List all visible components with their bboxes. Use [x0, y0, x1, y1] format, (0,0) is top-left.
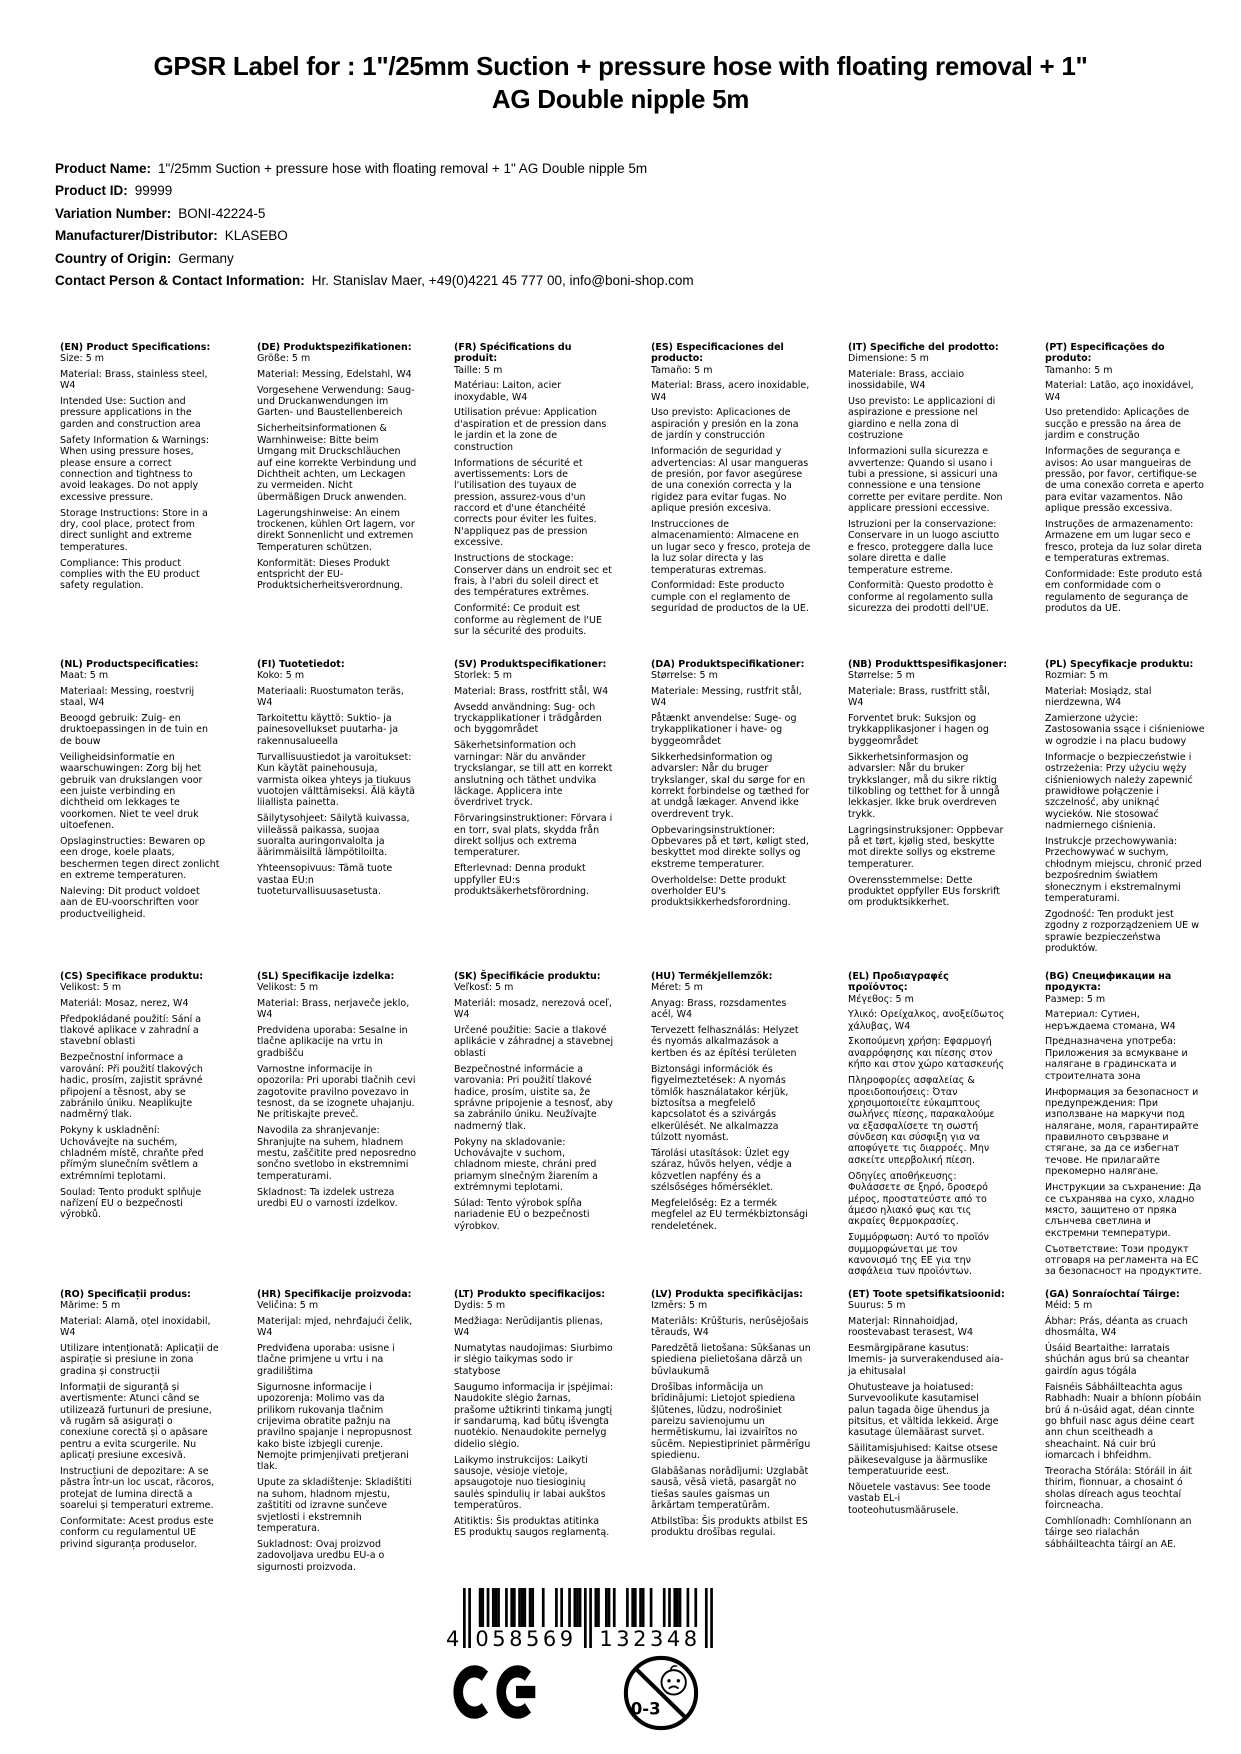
- spec-paragraph: Materiál: Mosaz, nerez, W4: [60, 997, 189, 1009]
- spec-paragraph: Sigurnosne informacije i upozorenja: Molimo vas da prilikom rukovanja tlačnim crijevima obratite pažnju na pravilno spajanje i nepropusnost kako biste izbjegli curenje. Nemojte primjenjivati pretjerani tlak.: [257, 1381, 412, 1473]
- spec-paragraph: Laikymo instrukcijos: Laikyti sausoje, vėsioje vietoje, apsaugotoje nuo tiesioginių saulės spindulių ir labai aukštos temperatūros.: [454, 1454, 606, 1512]
- spec-paragraph: Информация за безопасност и предупреждения: При използване на маркучи под налягане, моля, гарантирайте правилното свързване и стягане, за да се избегнат течове. Не прилагайте прекомерно налягане.: [1045, 1086, 1199, 1178]
- spec-paragraph: Utilizare intenționată: Aplicații de aspirație si presiune in zona gradina și construcții: [60, 1343, 219, 1377]
- spec-paragraph: Tárolási utasítások: Üzlet egy száraz, hűvös helyen, védje a közvetlen napfény és a szélsőséges hőmérséklet.: [651, 1147, 792, 1194]
- spec-paragraph: Storage Instructions: Store in a dry, cool place, protect from direct sunlight and extreme temperatures.: [60, 507, 208, 553]
- spec-paragraph: Conformitate: Acest produs este conform cu regulamentul UE privind siguranța produselor.: [60, 1516, 214, 1550]
- spec-paragraph: Předpokládané použití: Sání a tlakové aplikace v zahradní a stavební oblasti: [60, 1013, 202, 1048]
- spec-block-header: (GA) Sonraíochtaí Táirge:: [1045, 1289, 1180, 1300]
- spec-paragraph: Konformität: Dieses Produkt entspricht der EU-Produktsicherheitsverordnung.: [257, 557, 403, 592]
- language-row-3: [60, 971, 1205, 1282]
- spec-paragraph: Compliance: This product complies with the EU product safety regulation.: [60, 557, 200, 592]
- barcode-icon: [443, 1588, 733, 1652]
- spec-paragraph: Safety Information & Warnings: When using pressure hoses, please ensure a correct connection and tightness to avoid leakages. Do not apply excessive pressure.: [60, 434, 210, 503]
- spec-paragraph: Biztonsági információk és figyelmeztetések: A nyomás tömlők használatakor kérjük, biztosítsa a megfelelő kapcsolatot és a szivárgás elkerülését. Ne alkalmazza túlzott nyomást.: [651, 1063, 789, 1144]
- spec-paragraph: Utilisation prévue: Application d'aspiration et de pression dans le jardin et la zone de construction: [454, 407, 607, 453]
- lang-block-es: [651, 342, 811, 619]
- lang-block-hu: [651, 971, 811, 1237]
- spec-paragraph: Sicherheitsinformationen & Warnhinweise: Bitte beim Umgang mit Druckschläuchen auf eine korrekte Verbindung und Dichtheit achten, um Leckagen zu vermeiden. Nicht übermäßigen Druck anwenden.: [257, 423, 417, 503]
- spec-paragraph: Atbilstība: Šis produkts atbilst ES produktu drošības regulai.: [651, 1516, 808, 1539]
- lang-block-nb: [848, 659, 1008, 913]
- product-info: [55, 158, 1181, 292]
- language-row-1: [60, 342, 1205, 642]
- spec-block-header: (PT) Especificações do produto:: [1045, 342, 1165, 365]
- spec-paragraph: Instructions de stockage: Conserver dans un endroit sec et frais, à l'abri du soleil direct et des températures extrêmes.: [454, 553, 612, 599]
- spec-paragraph: Предназначена употреба: Приложения за всмукване и налягане в градинската и строителната зона: [1045, 1036, 1188, 1082]
- contact-row: [55, 270, 1181, 292]
- spec-paragraph: Material: Brass, rostfritt stål, W4: [454, 685, 609, 697]
- lang-block-da: [651, 659, 811, 913]
- spec-paragraphs: [848, 1316, 1008, 1516]
- spec-paragraph: Инструкции за съхранение: Да се съхранява на сухо, хладно място, защитено от пряка слънчева светлина и екстремни температури.: [1045, 1182, 1202, 1239]
- spec-block-header: (FI) Tuotetiedot:: [257, 659, 345, 670]
- spec-paragraph: Istruzioni per la conservazione: Conservare in un luogo asciutto e fresco, proteggere dalla luce solare diretta e dalle temperature estreme.: [848, 518, 1000, 576]
- spec-paragraph: Uso previsto: Le applicazioni di aspirazione e pressione nel giardino e nella zona di costruzione: [848, 396, 996, 442]
- spec-paragraph: Informações de segurança e avisos: Ao usar mangueiras de pressão, por favor, certifique-se de uma conexão correta e aperto para evitar vazamentos. Não aplique pressão excessiva.: [1045, 446, 1204, 515]
- lang-block-cs: [60, 971, 220, 1225]
- country-of-origin-value: Germany: [178, 250, 234, 266]
- spec-paragraphs: [257, 998, 417, 1210]
- spec-block-header: (HU) Termékjellemzők:: [651, 971, 773, 982]
- spec-paragraph: Upute za skladištenje: Skladištiti na suhom, hladnom mjestu, zaštititi od izravne sunčeve svjetlosti i ekstremnih temperatura.: [257, 1477, 412, 1534]
- spec-paragraph: Lagerungshinweise: An einem trockenen, kühlen Ort lagern, vor direkt Sonnenlicht und extremen Temperaturen schützen.: [257, 507, 415, 553]
- spec-paragraph: Pokyny na skladovanie: Uchovávajte v suchom, chladnom mieste, chráni pred priamym slnečným žiarením a extrémnymi teplotami.: [454, 1136, 598, 1194]
- spec-paragraph: Úsáid Beartaithe: Iarratais shúchán agus brú sa cheantar gairdín agus tógála: [1045, 1343, 1190, 1377]
- spec-paragraph: Predviđena uporaba: usisne i tlačne primjene u vrtu i na gradilištima: [257, 1343, 395, 1377]
- spec-paragraph: Navodila za shranjevanje: Shranjujte na suhem, hladnem mestu, zaščitite pred neposredno sončno svetlobo in ekstremnimi temperaturami.: [257, 1125, 417, 1182]
- spec-paragraph: Υλικό: Ορείχαλκος, ανοξείδωτος χάλυβας, W4: [848, 1009, 1005, 1032]
- spec-block-header: (RO) Specificații produs:: [60, 1289, 191, 1300]
- spec-size-line: Taille: 5 m: [454, 364, 503, 376]
- spec-paragraph: Glabāšanas norādījumi: Uzglabāt sausā, vēsā vietā, pasargāt no tiešas saules gaismas un ārkārtam temperatūrām.: [651, 1465, 809, 1512]
- spec-paragraphs: [257, 369, 417, 592]
- spec-block-header: (ES) Especificaciones del producto:: [651, 342, 784, 365]
- spec-paragraphs: [454, 686, 614, 898]
- spec-block-header: (SK) Špecifikácie produktu:: [454, 971, 601, 982]
- product-name-row: [55, 158, 1181, 180]
- spec-paragraphs: [1045, 686, 1205, 955]
- spec-paragraph: Matériau: Laiton, acier inoxydable, W4: [454, 380, 561, 403]
- spec-paragraph: Beoogd gebruik: Zuig- en druktoepassingen in de tuin en de bouw: [60, 713, 209, 747]
- spec-paragraph: Saugumo informacija ir įspėjimai: Naudokite slėgio žarnas, prašome užtikrinti tinkamą jungtį ir sandarumą, kad būtų išvengta nuotėkio. Nenaudokite pernelyg didelio slėgio.: [454, 1381, 614, 1450]
- spec-paragraph: Avsedd användning: Sug- och tryckapplikationer i trädgården och byggområdet: [454, 701, 602, 736]
- spec-size-line: Rozmiar: 5 m: [1045, 670, 1108, 682]
- spec-paragraph: Sukladnost: Ovaj proizvod zadovoljava uredbu EU-a o sigurnosti proizvoda.: [257, 1538, 385, 1573]
- spec-paragraph: Conformità: Questo prodotto è conforme al regolamento sulla sicurezza dei prodotti dell'UE.: [848, 580, 994, 615]
- spec-paragraph: Instrucțiuni de depozitare: A se păstra într-un loc uscat, răcoros, protejat de lumina directă a soarelui și temperaturi extreme.: [60, 1465, 215, 1512]
- barcode-lead-digit: 4: [446, 1627, 460, 1651]
- spec-paragraphs: [651, 998, 811, 1232]
- spec-paragraph: Materiaali: Ruostumaton teräs, W4: [257, 685, 404, 709]
- spec-paragraph: Instruções de armazenamento: Armazene em um lugar seco e fresco, proteja da luz solar direta e temperaturas extremas.: [1045, 518, 1202, 565]
- spec-paragraphs: [651, 380, 811, 614]
- spec-paragraphs: [60, 998, 220, 1221]
- spec-paragraph: Ábhar: Prás, déanta as cruach dhosmálta, W4: [1045, 1315, 1188, 1339]
- spec-paragraph: Sikkerhedsinformation og advarsler: Når du bruger trykslanger, skal du sørge for en korrekt forbindelse og tæthed for at undgå lækager. Anvend ikke overdrevent tryk.: [651, 751, 810, 820]
- spec-paragraphs: [454, 1316, 614, 1539]
- product-id-label: Product ID:: [55, 183, 128, 199]
- spec-paragraph: Lagringsinstruksjoner: Oppbevar på et tørt, kjølig sted, beskytte mot direkte sollys og ekstreme temperaturer.: [848, 824, 1004, 870]
- spec-block-header: (BG) Спецификации на продукта:: [1045, 971, 1172, 994]
- spec-paragraph: Opslaginstructies: Bewaren op een droge, koele plaats, beschermen tegen direct zonlicht en extreme temperaturen.: [60, 835, 220, 882]
- spec-paragraph: Materiāls: Krūšturis, nerūsējošais tērauds, W4: [651, 1315, 809, 1339]
- baby-face-icon: [661, 1670, 685, 1694]
- spec-paragraph: Intended Use: Suction and pressure applications in the garden and construction area: [60, 396, 201, 430]
- spec-size-line: Størrelse: 5 m: [651, 670, 718, 682]
- spec-block-header: (LT) Produkto specifikacijos:: [454, 1289, 606, 1300]
- spec-paragraph: Material: Alamă, oțel inoxidabil, W4: [60, 1315, 211, 1339]
- spec-paragraphs: [1045, 1316, 1205, 1550]
- spec-paragraph: Materiale: Brass, acciaio inossidabile, W4: [848, 368, 965, 392]
- spec-size-line: Μέγεθος: 5 m: [848, 993, 914, 1005]
- spec-paragraph: Vorgesehene Verwendung: Saug- und Druckanwendungen im Garten- und Baustellenbereich: [257, 384, 415, 419]
- spec-paragraph: Материал: Сутиен, неръждаема стомана, W4: [1045, 1009, 1176, 1032]
- lang-block-hr: [257, 1289, 417, 1577]
- spec-paragraphs: [60, 1316, 220, 1550]
- spec-paragraph: Informations de sécurité et avertissements: Lors de l'utilisation des tuyaux de pression, assurez-vous d'un raccord et d'une étanchéité corrects pour éviter les fuites. N'appliquez pas de pression excessive.: [454, 457, 597, 549]
- spec-paragraph: Nõuetele vastavus: See toode vastab EL-i tooteohutusmäärusele.: [848, 1481, 991, 1516]
- spec-paragraph: Materijal: mjed, nehrđajući čelik, W4: [257, 1315, 413, 1339]
- spec-paragraph: Turvallisuustiedot ja varoitukset: Kun käytät painehousuja, varmista oikea yhteys ja tiukuus vuotojen välttämiseksi. Älä käytä liiallista painetta.: [257, 751, 415, 809]
- spec-paragraph: Conformidade: Este produto está em conformidade com o regulamento de segurança de produtos da UE.: [1045, 569, 1203, 615]
- contact-value: Hr. Stanislav Maer, +49(0)4221 45 777 00, info@boni-shop.com: [311, 273, 694, 289]
- spec-paragraph: Materiale: Brass, rustfritt stål, W4: [848, 685, 990, 709]
- spec-block-header: (EN) Product Specifications:: [60, 342, 211, 353]
- spec-paragraph: Comhlíonadh: Comhlíonann an táirge seo rialachán sábháilteachta táirgí an AE.: [1045, 1516, 1192, 1550]
- spec-paragraph: Atitiktis: Šis produktas atitinka ES produktų saugos reglamentą.: [454, 1516, 610, 1539]
- lang-block-de: [257, 342, 417, 596]
- spec-size-line: Velikost: 5 m: [60, 982, 122, 994]
- age-warning: [622, 1654, 700, 1736]
- spec-paragraph: Sikkerhetsinformasjon og advarsler: Når du bruker trykkslanger, må du sikre riktig tilkobling og tetthet for å unngå lekkasjer. Ikke bruk overdreven trykk.: [848, 751, 1000, 820]
- spec-paragraph: Uso previsto: Aplicaciones de aspiración y presión en la zona de jardín y construcción: [651, 407, 799, 442]
- spec-paragraph: Säkerhetsinformation och varningar: När du använder tryckslangar, se till att en korrekt anslutning och täthet undvika läckage. Applicera inte överdrivet tryck.: [454, 740, 613, 809]
- spec-paragraph: Bezpečnostné informácie a varovania: Pri použití tlakové hadice, prosím, uistite sa, že správne pripojenie a tesnosť, aby sa zabránilo úniku. Neužívajte nadmerný tlak.: [454, 1063, 614, 1132]
- spec-paragraphs: [257, 686, 417, 898]
- spec-paragraph: Overholdelse: Dette produkt overholder EU's produktsikkerhedsforordning.: [651, 874, 791, 909]
- spec-paragraph: Eesmärgipärane kasutus: Imemis- ja surverakendused aia- ja ehitusalal: [848, 1343, 1004, 1377]
- spec-paragraphs: [257, 1316, 417, 1573]
- spec-paragraph: Yhteensopivuus: Tämä tuote vastaa EU:n tuoteturvallisuusasetusta.: [257, 863, 393, 898]
- manufacturer-label: Manufacturer/Distributor:: [55, 228, 218, 244]
- spec-paragraphs: [1045, 380, 1205, 614]
- spec-block-header: (CS) Specifikace produktu:: [60, 971, 204, 982]
- spec-paragraph: Materiál: mosadz, nerezová oceľ, W4: [454, 997, 612, 1021]
- spec-paragraph: Materiale: Messing, rustfrit stål, W4: [651, 685, 802, 709]
- spec-paragraph: Material: Brass, stainless steel, W4: [60, 368, 208, 392]
- spec-size-line: Dimensione: 5 m: [848, 353, 929, 365]
- spec-paragraph: Material: Brass, nerjaveče jeklo, W4: [257, 997, 410, 1021]
- lang-block-sl: [257, 971, 417, 1214]
- variation-number-value: BONI-42224-5: [178, 205, 266, 221]
- spec-paragraph: Veiligheidsinformatie en waarschuwingen: Zorg bij het gebruik van drukslangen voor een juiste verbinding en dichtheid om lekkages te voorkomen. Niet te veel druk uitoefenen.: [60, 751, 203, 832]
- spec-paragraph: Zamierzone użycie: Zastosowania ssące i ciśnieniowe w ogrodzie i na placu budowy: [1045, 713, 1205, 747]
- spec-size-line: Tamanho: 5 m: [1045, 364, 1113, 376]
- spec-paragraph: Predvidena uporaba: Sesalne in tlačne aplikacije na vrtu in gradbišču: [257, 1025, 408, 1059]
- lang-block-sk: [454, 971, 614, 1237]
- spec-paragraph: Forventet bruk: Suksjon og trykkapplikasjoner i hagen og byggeområdet: [848, 713, 989, 747]
- lang-block-it: [848, 342, 1008, 619]
- spec-size-line: Suurus: 5 m: [848, 1300, 906, 1312]
- spec-paragraph: Faisnéis Sábháilteachta agus Rabhadh: Nuair a bhíonn píobáin brú á n-úsáid agat, déan cinnte go bhfuil nasc agus déine ceart ann chun sceitheadh a sheachaint. Ná cuir brú iomarcach i bhfeidhm.: [1045, 1381, 1202, 1462]
- language-row-2: [60, 659, 1205, 959]
- lang-block-pl: [1045, 659, 1205, 959]
- spec-block-header: (ET) Toote spetsifikatsioonid:: [848, 1289, 1005, 1300]
- spec-size-line: Размер: 5 m: [1045, 993, 1106, 1005]
- spec-size-line: Méret: 5 m: [651, 982, 703, 994]
- spec-paragraph: Πληροφορίες ασφαλείας & προειδοποιήσεις: Όταν χρησιμοποιείτε εύκαμπτους σωλήνες πίεσης, παρακαλούμε να εξασφαλίσετε τη σωστή σύνδεση και σύσφιξη για να αποφύγετε τις διαρροές. Μην ασκείτε υπερβολική πίεση.: [848, 1075, 995, 1166]
- spec-paragraph: Zgodność: Ten produkt jest zgodny z rozporządzeniem UE w sprawie bezpieczeństwa produktów.: [1045, 908, 1199, 954]
- lang-block-et: [848, 1289, 1008, 1521]
- spec-paragraphs: [848, 1009, 1008, 1278]
- spec-block-header: (DA) Produktspecifikationer:: [651, 659, 805, 670]
- lang-block-bg: [1045, 971, 1205, 1282]
- spec-paragraph: Určené použitie: Sacie a tlakové aplikácie v záhradnej a stavebnej oblasti: [454, 1025, 614, 1059]
- spec-paragraph: Uso pretendido: Aplicações de sucção e pressão na área de jardim e construção: [1045, 407, 1190, 442]
- spec-block-header: (SV) Produktspecifikationer:: [454, 659, 607, 670]
- spec-paragraphs: [848, 686, 1008, 909]
- spec-paragraphs: [848, 369, 1008, 615]
- lang-block-en: [60, 342, 220, 596]
- spec-paragraph: Overensstemmelse: Dette produktet oppfyller EUs forskrift om produktsikkerhet.: [848, 874, 1001, 909]
- product-name-value: 1"/25mm Suction + pressure hose with floating removal + 1" AG Double nipple 5m: [158, 161, 648, 176]
- spec-size-line: Storlek: 5 m: [454, 670, 512, 682]
- lang-block-el: [848, 971, 1008, 1282]
- spec-paragraph: Pokyny k uskladnění: Uchovávejte na suchém, chladném místě, chraňte před přímým slunečním světlem a extrémními teplotami.: [60, 1125, 204, 1182]
- spec-block-header: (EL) Προδιαγραφές προϊόντος:: [848, 971, 949, 994]
- spec-paragraph: Naleving: Dit product voldoet aan de EU-voorschriften voor productveiligheid.: [60, 886, 200, 920]
- spec-paragraphs: [454, 380, 614, 637]
- product-name-label: Product Name:: [55, 161, 152, 176]
- spec-paragraph: Súlad: Tento výrobok spĺňa nariadenie EÚ o bezpečnosti výrobkov.: [454, 1198, 590, 1232]
- spec-size-line: Tamaño: 5 m: [651, 364, 713, 376]
- page-title: GPSR Label for : 1"/25mm Suction + pressure hose with floating removal + 1" AG Double nipple 5m: [153, 51, 1088, 115]
- spec-block-header: (FR) Spécifications du produit:: [454, 342, 572, 365]
- spec-paragraph: Opbevaringsinstruktioner: Opbevares på et tørt, køligt sted, beskyttet mod direkte sollys og ekstreme temperaturer.: [651, 824, 809, 870]
- spec-block-header: (PL) Specyfikacje produktu:: [1045, 659, 1194, 670]
- manufacturer-row: [55, 225, 1181, 247]
- spec-paragraph: Ohutusteave ja hoiatused: Survevoolikute kasutamisel palun tagada õige ühendus ja pitsitus, et vältida lekkeid. Ärge kasutage ülemäärast survet.: [848, 1381, 999, 1439]
- lang-block-ga: [1045, 1289, 1205, 1555]
- spec-block-header: (NB) Produkttspesifikasjoner:: [848, 659, 1008, 670]
- spec-paragraph: Съответствие: Този продукт отговаря на регламента на ЕС за безопасност на продуктите.: [1045, 1243, 1202, 1278]
- spec-paragraph: Instrucciones de almacenamiento: Almacene en un lugar seco y fresco, proteja de la luz solar directa y las temperaturas extremas.: [651, 518, 811, 576]
- lang-block-ro: [60, 1289, 220, 1555]
- lang-block-fi: [257, 659, 417, 902]
- barcode-right-digits: 132348: [599, 1627, 701, 1651]
- age-warning-icon: [622, 1654, 700, 1732]
- spec-size-line: Veľkosť: 5 m: [454, 982, 514, 994]
- spec-paragraph: Conformité: Ce produit est conforme au règlement de l'UE sur la sécurité des produits.: [454, 603, 602, 637]
- spec-size-line: Koko: 5 m: [257, 670, 305, 682]
- spec-paragraph: Material: Latão, aço inoxidável, W4: [1045, 380, 1194, 403]
- spec-paragraph: Soulad: Tento produkt splňuje nařízení EU o bezpečnosti výrobků.: [60, 1186, 202, 1221]
- lang-block-nl: [60, 659, 220, 925]
- spec-paragraph: Tervezett felhasználás: Helyzet és nyomás alkalmazások a kertben és az építési területen: [651, 1025, 799, 1059]
- spec-block-header: (DE) Produktspezifikationen:: [257, 342, 412, 353]
- spec-size-line: Méid: 5 m: [1045, 1300, 1093, 1312]
- age-warning-label: 0-3: [630, 1699, 661, 1719]
- spec-size-line: Veličina: 5 m: [257, 1300, 319, 1312]
- lang-block-lt: [454, 1289, 614, 1543]
- spec-paragraph: Σκοπούμενη χρήση: Εφαρμογή αναρρόφησης και πίεσης στον κήπο και στον χώρο κατασκευής: [848, 1036, 1005, 1071]
- spec-paragraphs: [651, 686, 811, 909]
- spec-paragraphs: [60, 686, 220, 920]
- spec-paragraphs: [651, 1316, 811, 1539]
- spec-paragraph: Numatytas naudojimas: Siurbimo ir slėgio taikymas sodo ir statybose: [454, 1343, 613, 1377]
- language-row-4: [60, 1289, 1205, 1577]
- spec-paragraph: Informații de siguranță și avertismente: Atunci când se utilizează furtunuri de presiune, vă rugăm să asigurați o conexiune corectă și o apăsare pentru a evita scurgerile. Nu aplicați presiune excesivă.: [60, 1381, 212, 1462]
- spec-paragraph: Instrukcje przechowywania: Przechowywać w suchym, chłodnym miejscu, chronić przed bezpośrednim światłem słonecznym i ekstremalnymi temperaturami.: [1045, 835, 1202, 904]
- spec-block-header: (LV) Produkta specifikācijas:: [651, 1289, 803, 1300]
- ce-mark-icon: [453, 1662, 539, 1722]
- spec-paragraph: Materjal: Rinnahoidjad, roostevabast terasest, W4: [848, 1315, 974, 1339]
- variation-number-label: Variation Number:: [55, 205, 172, 221]
- spec-paragraph: Säilitamisjuhised: Kaitse otsese päikesevalguse ja äärmuslike temperatuuride eest.: [848, 1443, 998, 1477]
- product-id-row: [55, 180, 1181, 202]
- spec-paragraph: Informazioni sulla sicurezza e avvertenze: Quando si usano i tubi a pressione, si assicuri una connessione e una tensione corrette per evitare perdite. Non applicare pressioni eccessive.: [848, 446, 1003, 515]
- spec-block-header: (HR) Specifikacije proizvoda:: [257, 1289, 412, 1300]
- spec-paragraph: Tarkoitettu käyttö: Suktio- ja painesovellukset puutarha- ja rakennusalueella: [257, 713, 399, 747]
- spec-paragraph: Información de seguridad y advertencias: Al usar mangueras de presión, por favor asegúrese de una conexión correcta y la rigidez para evitar fugas. No aplique presión excesiva.: [651, 446, 809, 515]
- spec-paragraph: Efterlevnad: Denna produkt uppfyller EU:s produktsäkerhetsförordning.: [454, 863, 590, 898]
- spec-paragraph: Varnostne informacije in opozorila: Pri uporabi tlačnih cevi zagotovite pravilno povezavo in tesnost, da se izognete uhajanju. Ne pritiskajte preveč.: [257, 1063, 416, 1121]
- lang-block-lv: [651, 1289, 811, 1543]
- spec-size-line: Mărime: 5 m: [60, 1300, 121, 1312]
- spec-paragraph: Materiaal: Messing, roestvrij staal, W4: [60, 685, 195, 709]
- spec-paragraph: Paredzētā lietošana: Sūkšanas un spiediena pielietošana dārzā un būvlaukumā: [651, 1343, 811, 1377]
- spec-paragraphs: [60, 369, 220, 592]
- spec-size-line: Størrelse: 5 m: [848, 670, 915, 682]
- ce-mark: [453, 1662, 539, 1726]
- spec-paragraph: Bezpečnostní informace a varování: Při použití tlakových hadic, prosím, zajistit správné připojení a těsnost, aby se zabránilo úniku. Neaplikujte nadměrný tlak.: [60, 1052, 203, 1121]
- spec-paragraph: Informacje o bezpieczeństwie i ostrzeżenia: Przy użyciu węży ciśnieniowych należy zapewnić prawidłowe połączenie i szczelność, aby uniknąć wycieków. Nie stosować nadmiernego ciśnienia.: [1045, 751, 1193, 832]
- spec-paragraph: Conformidad: Este producto cumple con el reglamento de seguridad de productos de la UE.: [651, 580, 809, 615]
- spec-size-line: Maat: 5 m: [60, 670, 109, 682]
- spec-paragraph: Anyag: Brass, rozsdamentes acél, W4: [651, 997, 787, 1021]
- country-of-origin-label: Country of Origin:: [55, 250, 172, 266]
- spec-paragraph: Förvaringsinstruktioner: Förvara i en torr, sval plats, skydda från direkt solljus och extrema temperaturer.: [454, 813, 613, 859]
- lang-block-pt: [1045, 342, 1205, 619]
- manufacturer-value: KLASEBO: [224, 228, 288, 244]
- spec-paragraph: Drošības informācija un brīdinājumi: Lietojot spiediena šļūtenes, lūdzu, nodrošiniet pareizu savienojumu un hermētiskumu, lai izvairītos no sūcēm. Nepiestipriniet pārmērīgu spiedienu.: [651, 1381, 811, 1462]
- spec-paragraphs: [454, 998, 614, 1232]
- spec-paragraph: Material: Messing, Edelstahl, W4: [257, 368, 412, 380]
- spec-paragraph: Säilytysohjeet: Säilytä kuivassa, viileässä paikassa, suojaa suoralta auringonvalolta ja äärimmäisiltä lämpötiloilta.: [257, 813, 410, 859]
- spec-size-line: Dydis: 5 m: [454, 1300, 506, 1312]
- lang-block-sv: [454, 659, 614, 902]
- barcode: [443, 1588, 733, 1656]
- barcode-left-digits: 058569: [475, 1627, 577, 1651]
- country-of-origin-row: [55, 248, 1181, 270]
- spec-paragraph: Skladnost: Ta izdelek ustreza uredbi EU o varnosti izdelkov.: [257, 1186, 398, 1210]
- spec-size-line: Größe: 5 m: [257, 353, 311, 365]
- spec-paragraphs: [1045, 1009, 1205, 1278]
- contact-label: Contact Person & Contact Information:: [55, 273, 305, 289]
- spec-paragraph: Συμμόρφωση: Αυτό το προϊόν συμμορφώνεται με τον κανονισμό της ΕΕ για την ασφάλεια των προϊόντων.: [848, 1232, 989, 1278]
- product-id-value: 99999: [134, 183, 173, 199]
- spec-block-header: (NL) Productspecificaties:: [60, 659, 199, 670]
- spec-block-header: (SL) Specifikacije izdelka:: [257, 971, 395, 982]
- spec-paragraph: Materiał: Mosiądz, stal nierdzewna, W4: [1045, 685, 1152, 709]
- spec-paragraph: Megfelelőség: Ez a termék megfelel az EU termékbiztonsági rendeletének.: [651, 1198, 808, 1232]
- spec-paragraph: Material: Brass, acero inoxidable, W4: [651, 380, 810, 403]
- spec-paragraph: Medžiaga: Nerūdijantis plienas, W4: [454, 1315, 603, 1339]
- spec-size-line: Velikost: 5 m: [257, 982, 319, 994]
- spec-paragraph: Påtænkt anvendelse: Suge- og trykapplikationer i have- og byggeområdet: [651, 713, 797, 747]
- lang-block-fr: [454, 342, 614, 642]
- spec-paragraph: Οδηγίες αποθήκευσης: Φυλάσσετε σε ξηρό, δροσερό μέρος, προστατεύστε από το άμεσο ηλιακό φως και τις ακραίες θερμοκρασίες.: [848, 1170, 988, 1228]
- spec-size-line: Size: 5 m: [60, 353, 105, 365]
- spec-paragraph: Treoracha Stórála: Stóráil in áit thirim, fionnuar, a chosaint ó sholas díreach agus teochtaí foircneacha.: [1045, 1465, 1193, 1512]
- spec-size-line: Izmērs: 5 m: [651, 1300, 708, 1312]
- variation-number-row: [55, 203, 1181, 225]
- spec-block-header: (IT) Specifiche del prodotto:: [848, 342, 999, 353]
